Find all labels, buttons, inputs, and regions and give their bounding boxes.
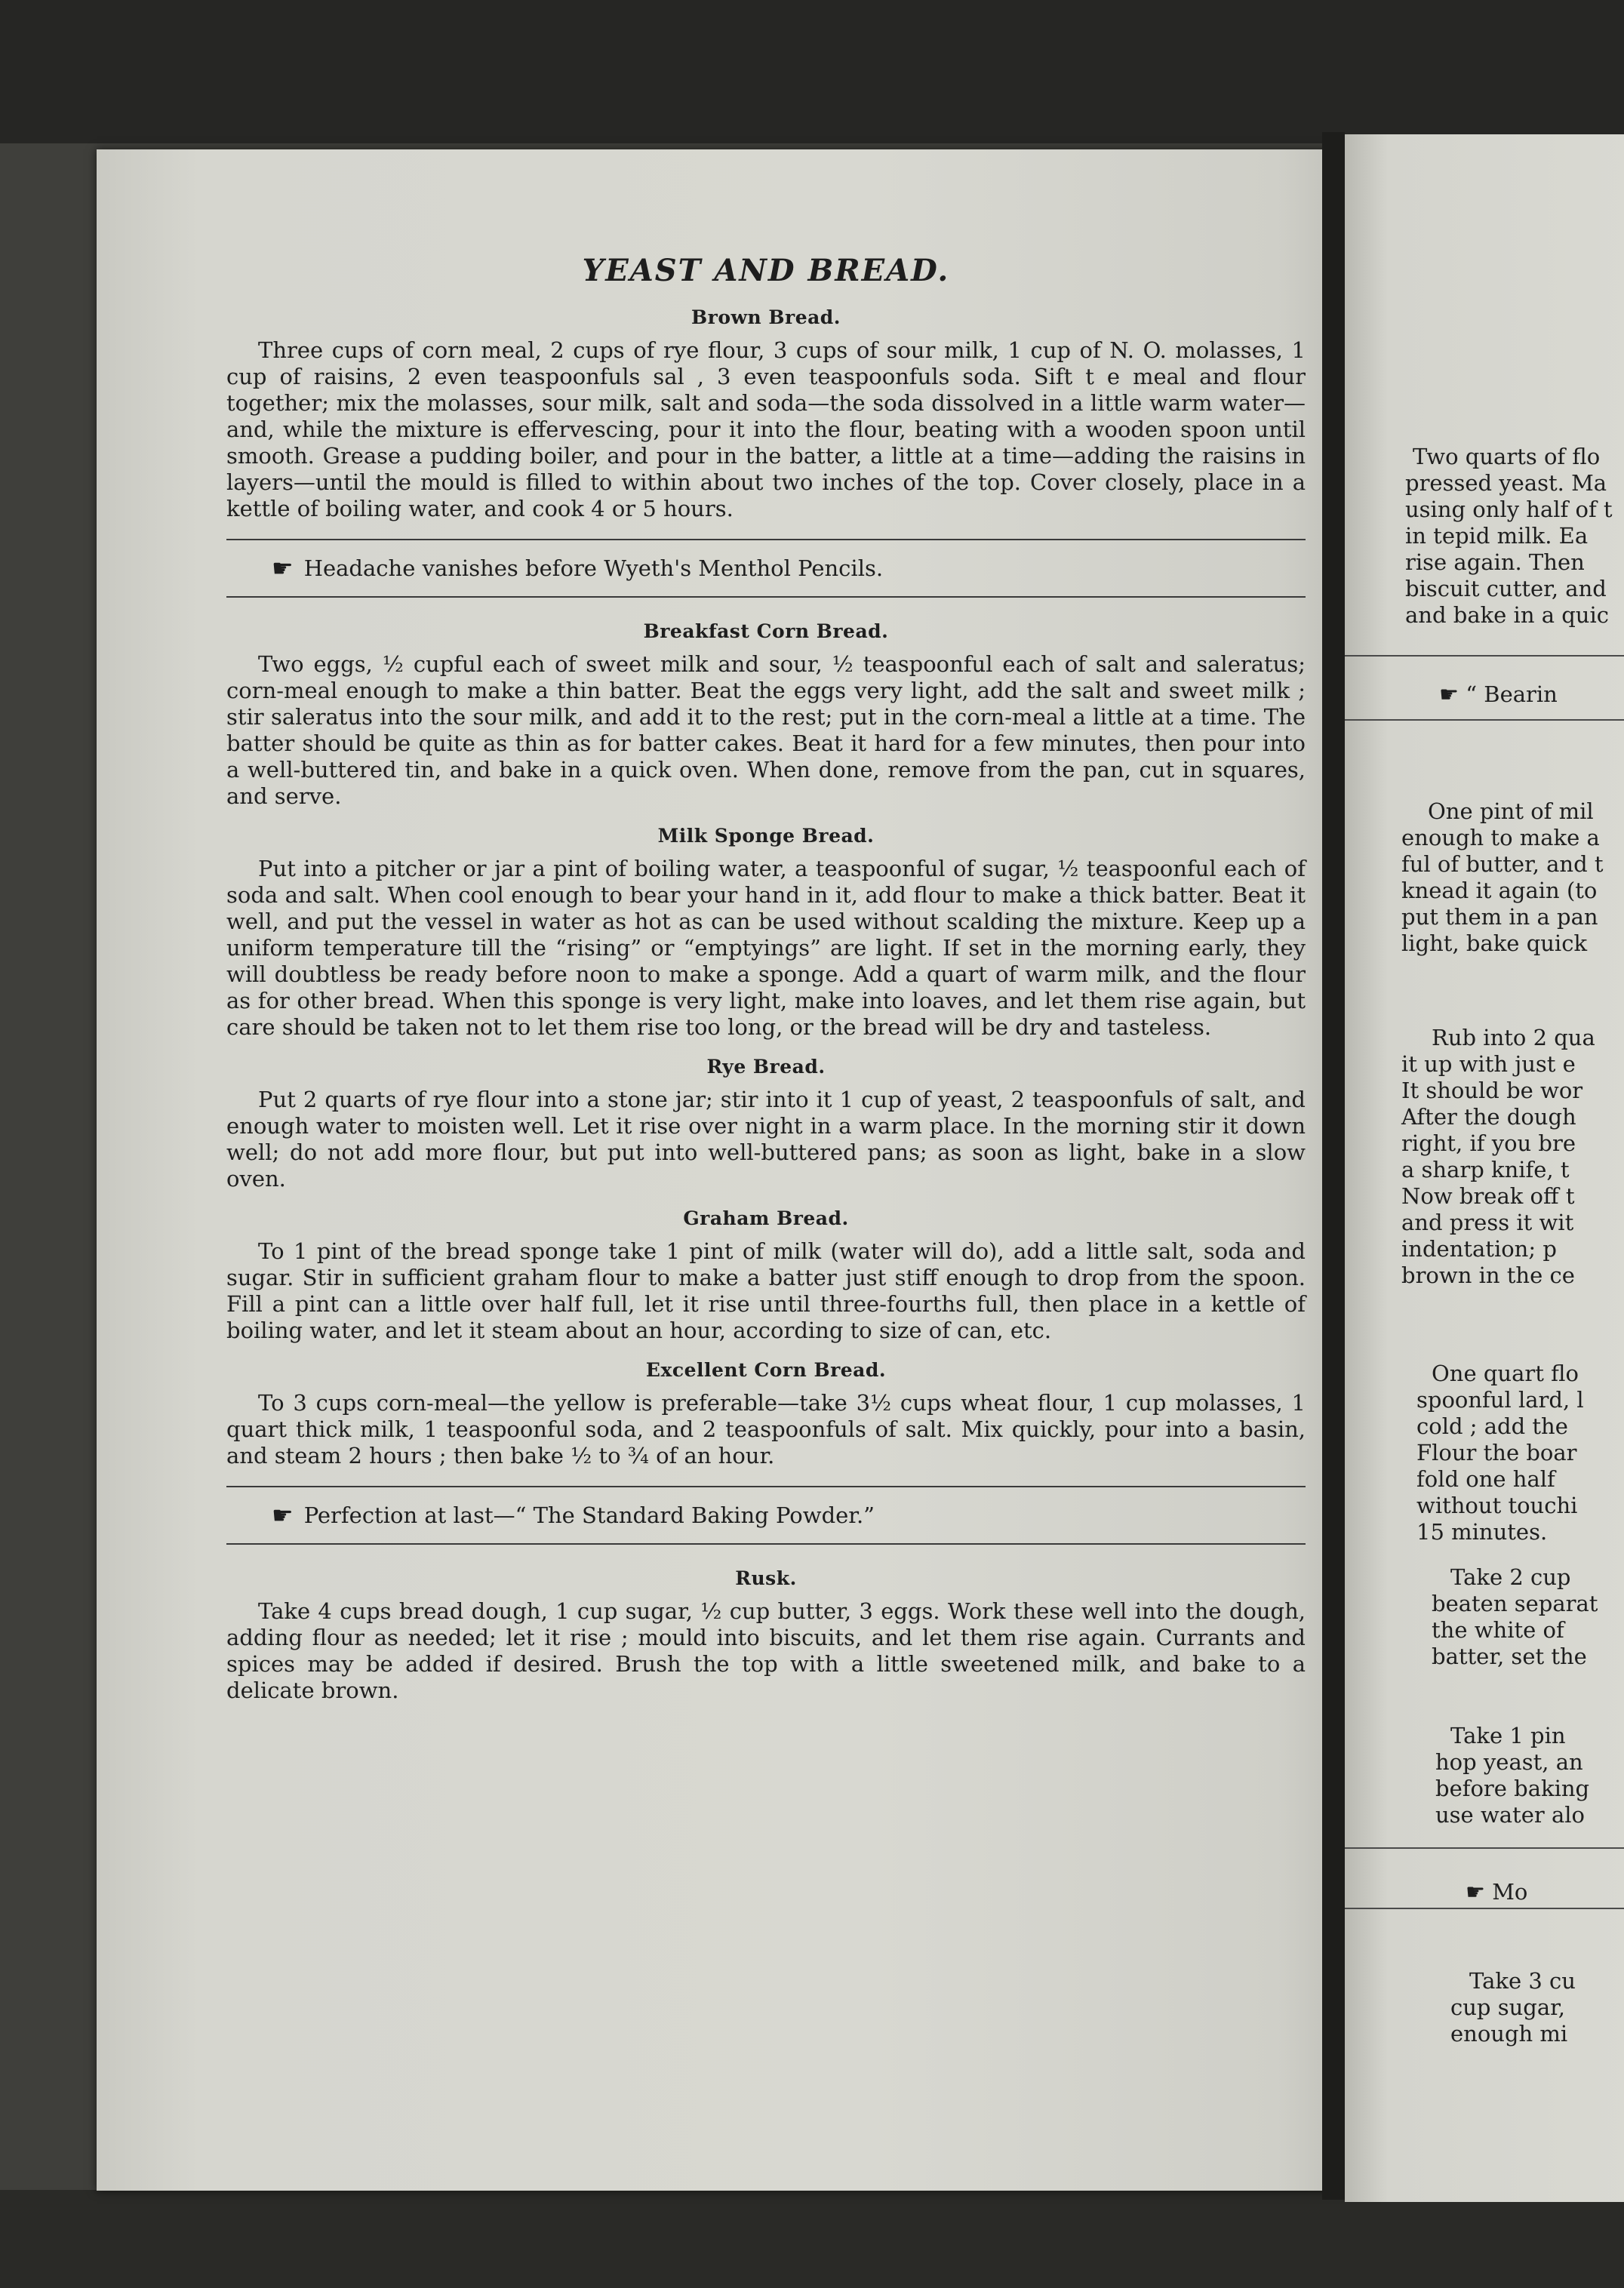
right-page-line: biscuit cutter, and: [1405, 576, 1607, 601]
pointing-hand-icon: ☛: [272, 1501, 294, 1530]
film-edge-top: [0, 0, 1624, 143]
right-page-line: cold ; add the: [1416, 1413, 1568, 1439]
right-page-line: Flour the boar: [1416, 1440, 1577, 1465]
recipe-section-1: [226, 306, 1306, 522]
right-page-line: knead it again (to: [1401, 878, 1598, 903]
advertisement-text: Perfection at last—“ The Standard Baking Powder.”: [303, 1502, 875, 1528]
page-title: YEAST AND BREAD.: [582, 253, 950, 288]
recipe-text: Three cups of corn meal, 2 cups of rye flour, 3 cups of sour milk, 1 cup of N. O. molasses, 1 cup of raisins, 2 even teaspoonfuls sal , 3 even teaspoonfuls soda. Sift t e meal and flour together; mix the molasses, sour milk, salt and soda—the soda dissolved in a little warm water—and, while the mixture is effervescing, pour it into the flour, beating with a wooden spoon until smooth. Grease a pudding boiler, and pour in the batter, a little at a time—adding the raisins in layers—until the mould is filled to within about two inches of the top. Cover closely, place in a kettle of boiling water, and cook 4 or 5 hours.: [226, 337, 1306, 521]
right-page-line: in tepid milk. Ea: [1405, 523, 1589, 549]
right-page-line: using only half of t: [1405, 497, 1613, 522]
recipe-title: Milk Sponge Bread.: [657, 825, 875, 847]
right-page-rule: [1345, 655, 1624, 657]
advertisement-text: Headache vanishes before Wyeth's Menthol Pencils.: [303, 555, 884, 581]
right-page-line: use water alo: [1435, 1802, 1585, 1828]
right-page-line: Take 1 pin: [1450, 1723, 1566, 1748]
recipe-text: To 3 cups corn-meal—the yellow is preferable—take 3½ cups wheat flour, 1 cup molasses, 1 quart thick milk, 1 teaspoonful soda, and 2 teaspoonfuls of salt. Mix quickly, pour into a basin, and steam 2 hours ; then bake ½ to ¾ of an hour.: [226, 1390, 1306, 1468]
advertisement-menthol-pencils: [226, 539, 1306, 598]
right-page-line: indentation; p: [1401, 1236, 1557, 1262]
right-page-line: Take 2 cup: [1450, 1564, 1571, 1590]
recipe-title: Rusk.: [735, 1567, 797, 1589]
right-page-line: After the dough: [1401, 1104, 1576, 1130]
right-page-line: before baking: [1435, 1776, 1590, 1801]
right-page-rule: [1345, 1847, 1624, 1849]
right-page-line: enough mi: [1450, 2021, 1568, 2047]
right-page-line: One pint of mil: [1428, 798, 1594, 824]
right-page-line: ☛ Mo: [1466, 1879, 1528, 1905]
right-page-line: Now break off t: [1401, 1183, 1575, 1209]
recipe-title: Brown Bread.: [691, 306, 841, 328]
right-page-line: the white of: [1432, 1617, 1564, 1643]
recipe-section-3: [226, 1567, 1306, 1704]
left-page-content: [226, 253, 1306, 1704]
right-page: [1345, 134, 1624, 2202]
recipe-section-2: [226, 620, 1306, 1469]
right-page-line: without touchi: [1416, 1493, 1578, 1518]
recipe-title: Graham Bread.: [683, 1207, 849, 1229]
right-page-line: fold one half: [1416, 1466, 1555, 1492]
right-page-line: and press it wit: [1401, 1210, 1574, 1235]
recipe-text: Put 2 quarts of rye flour into a stone jar; stir into it 1 cup of yeast, 2 teaspoonfuls of salt, and enough water to moisten well. Let it rise over night in a warm place. In the morning stir it down well; do not add more flour, but put into well-buttered pans; as soon as light, bake in a slow oven.: [226, 1087, 1306, 1192]
recipe-title: Rye Bread.: [706, 1056, 826, 1078]
recipe-title: Breakfast Corn Bread.: [643, 620, 889, 642]
advertisement-baking-powder: [226, 1486, 1306, 1545]
right-page-line: enough to make a: [1401, 825, 1600, 850]
right-page-line: hop yeast, an: [1435, 1749, 1583, 1775]
recipe-text: Two eggs, ½ cupful each of sweet milk and sour, ½ teaspoonful each of salt and saleratus; corn-meal enough to make a thin batter. Beat the eggs very light, add the salt and sweet milk ; stir saleratus into the sour milk, and add it to the rest; put in the corn-meal a little at a time. The batter should be quite as thin as for batter cakes. Beat it hard for a few minutes, then pour into a well-buttered tin, and bake in a quick oven. When done, remove from the pan, cut in squares, and serve.: [226, 651, 1306, 809]
right-page-line: a sharp knife, t: [1401, 1157, 1570, 1182]
recipe-text: Put into a pitcher or jar a pint of boiling water, a teaspoonful of sugar, ½ teaspoonful each of soda and salt. When cool enough to bear your hand in it, add flour to make a thick batter. Beat it well, and put the vessel in water as hot as can be used without scalding the mixture. Keep up a uniform temperature till the “rising” or “emptyings” are light. If set in the morning early, they will doubtless be ready before noon to make a sponge. Add a quart of warm milk, and the flour as for other bread. When this sponge is very light, make into loaves, and let them rise again, but care should be taken not to let them rise too long, or the bread will be dry and tasteless.: [226, 856, 1306, 1040]
right-page-line: put them in a pan: [1401, 904, 1598, 930]
right-page-line: batter, set the: [1432, 1644, 1587, 1669]
right-page-rule: [1345, 719, 1624, 721]
right-page-line: ☛ “ Bearin: [1439, 681, 1558, 707]
right-page-line: 15 minutes.: [1416, 1519, 1548, 1545]
right-page-line: pressed yeast. Ma: [1405, 470, 1607, 496]
right-page-line: Two quarts of flo: [1413, 444, 1601, 469]
right-page-line: spoonful lard, l: [1416, 1387, 1584, 1413]
pointing-hand-icon: ☛: [272, 554, 294, 583]
right-page-line: right, if you bre: [1401, 1130, 1576, 1156]
recipe-text: Take 4 cups bread dough, 1 cup sugar, ½ cup butter, 3 eggs. Work these well into the dough, adding flour as needed; let it rise ; mould into biscuits, and let them rise again. Currants and spices may be added if desired. Brush the top with a little sweetened milk, and bake to a delicate brown.: [226, 1598, 1306, 1703]
right-page-line: rise again. Then: [1405, 549, 1585, 575]
right-page-line: Take 3 cu: [1469, 1968, 1576, 1994]
right-page-line: light, bake quick: [1401, 930, 1588, 956]
right-page-line: and bake in a quic: [1405, 602, 1609, 628]
right-page-line: it up with just e: [1401, 1051, 1576, 1077]
right-page-line: beaten separat: [1432, 1591, 1598, 1616]
right-page-line: It should be wor: [1401, 1078, 1583, 1103]
right-page-line: One quart flo: [1432, 1361, 1579, 1386]
right-page-rule: [1345, 1908, 1624, 1909]
right-page-line: Rub into 2 qua: [1432, 1025, 1595, 1050]
film-edge-bottom: [0, 2190, 1624, 2288]
right-page-line: cup sugar,: [1450, 1994, 1566, 2020]
recipe-title: Excellent Corn Bread.: [645, 1359, 887, 1381]
recipe-text: To 1 pint of the bread sponge take 1 pint of milk (water will do), add a little salt, soda and sugar. Stir in sufficient graham flour to make a batter just stiff enough to drop from the spoon. Fill a pint can a little over half full, let it rise until three-fourths full, then place in a kettle of boiling water, and let it steam about an hour, according to size of can, etc.: [226, 1238, 1306, 1343]
right-page-line: ful of butter, and t: [1401, 851, 1604, 877]
right-page-line: brown in the ce: [1401, 1262, 1575, 1288]
page-gutter: [1322, 132, 1345, 2200]
